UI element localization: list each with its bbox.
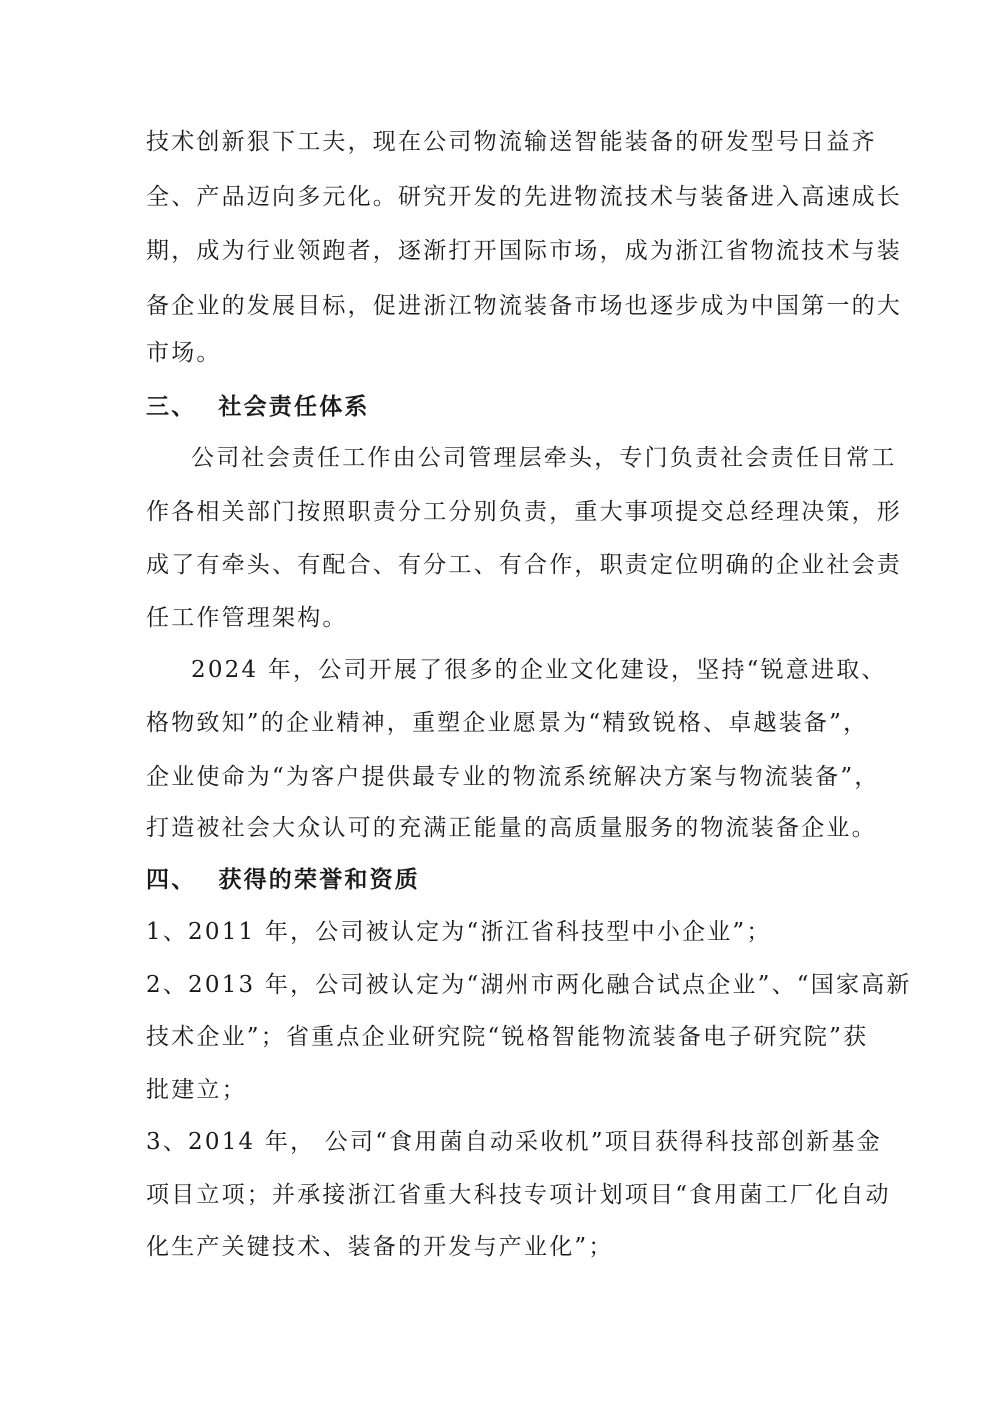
- section-3-para2-line: 格物致知”的企业精神，重塑企业愿景为“精致锐格、卓越装备”，: [146, 710, 869, 736]
- section-3-para1-line: 公司社会责任工作由公司管理层牵头，专门负责社会责任日常工: [191, 445, 897, 471]
- section-3-para2-line: 2024 年，公司开展了很多的企业文化建设，坚持“锐意进取、: [191, 657, 887, 683]
- section-3-title: 社会责任体系: [218, 393, 370, 420]
- honor-item-1-line: 1、2011 年，公司被认定为“浙江省科技型中小企业”；: [146, 919, 772, 945]
- honor-item-3-line: 项目立项；并承接浙江省重大科技专项计划项目“食用菌工厂化自动: [146, 1182, 891, 1208]
- section-3-para1-line: 作各相关部门按照职责分工分别负责，重大事项提交总经理决策，形: [146, 499, 902, 525]
- section-3-para1-line: 任工作管理架构。: [146, 605, 348, 631]
- section-3-number: 三、: [146, 393, 197, 420]
- honor-item-3-line: 化生产关键技术、装备的开发与产业化”；: [146, 1234, 614, 1260]
- section-3-para1-line: 成了有牵头、有配合、有分工、有合作，职责定位明确的企业社会责: [146, 552, 902, 578]
- intro-line: 备企业的发展目标，促进浙江物流装备市场也逐步成为中国第一的大: [146, 293, 902, 319]
- section-3-para2-line: 打造被社会大众认可的充满正能量的高质量服务的物流装备企业。: [146, 815, 877, 841]
- section-4-number: 四、: [146, 866, 197, 893]
- intro-line: 全、产品迈向多元化。研究开发的先进物流技术与装备进入高速成长: [146, 184, 902, 210]
- section-3-para2-line: 企业使命为“为客户提供最专业的物流系统解决方案与物流装备”，: [146, 764, 880, 790]
- honor-item-2-line: 批建立；: [146, 1077, 247, 1103]
- honor-item-2-line: 2、2013 年，公司被认定为“湖州市两化融合试点企业”、“国家高新: [146, 972, 912, 998]
- intro-line: 技术创新狠下工夫，现在公司物流输送智能装备的研发型号日益齐: [146, 129, 877, 155]
- honor-item-3-line: 3、2014 年， 公司“食用菌自动采收机”项目获得科技部创新基金: [146, 1129, 882, 1155]
- section-4-title: 获得的荣誉和资质: [218, 866, 421, 893]
- intro-line: 期，成为行业领跑者，逐渐打开国际市场，成为浙江省物流技术与装: [146, 238, 902, 264]
- intro-line: 市场。: [146, 340, 222, 366]
- section-4-heading: [146, 865, 420, 895]
- honor-item-2-line: 技术企业”；省重点企业研究院“锐格智能物流装备电子研究院”获: [146, 1024, 869, 1050]
- section-3-heading: [146, 392, 370, 422]
